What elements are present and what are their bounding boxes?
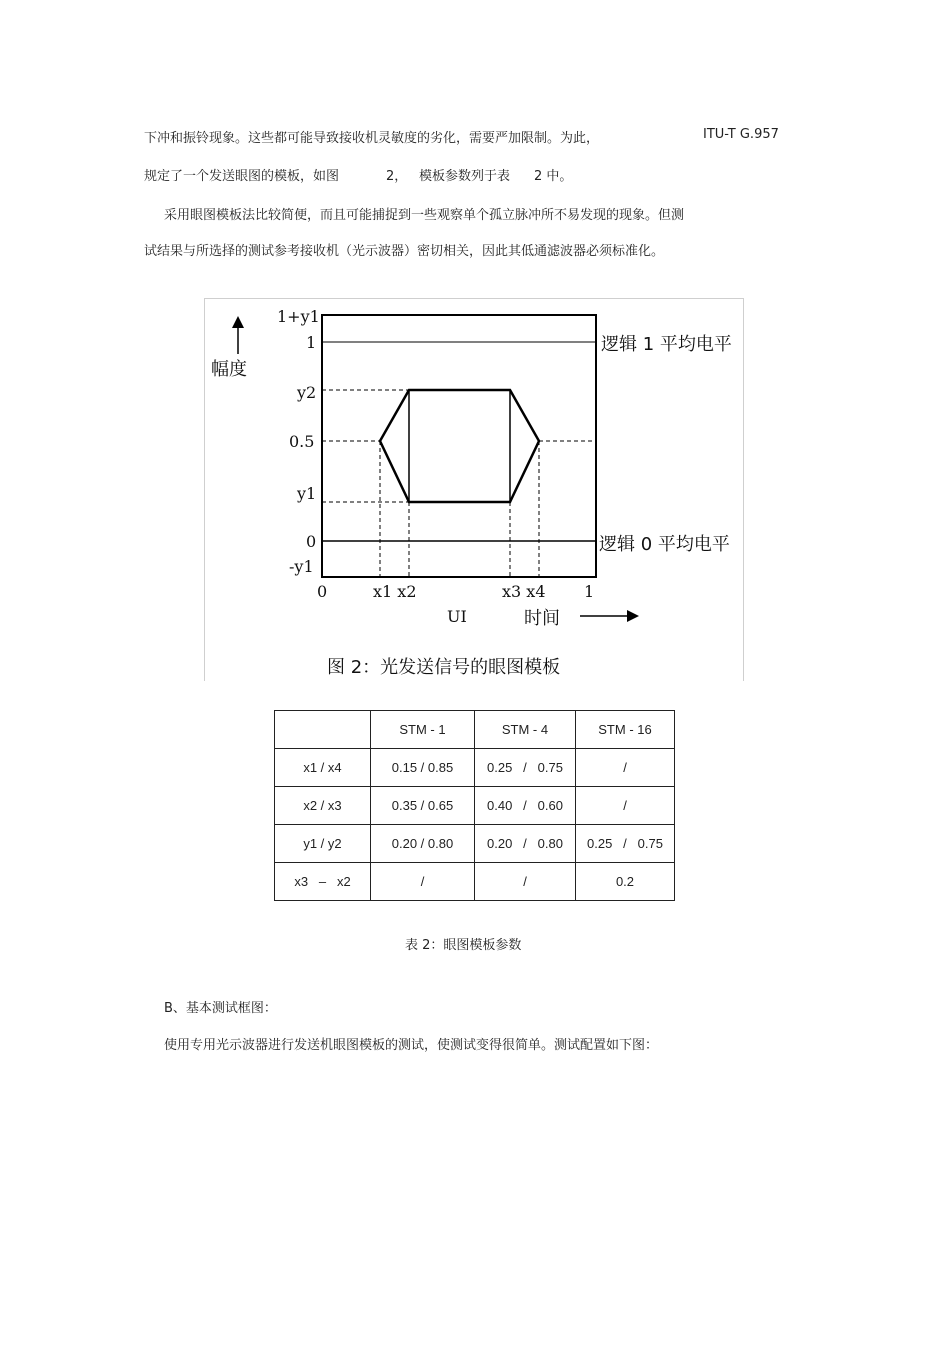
table-row	[275, 863, 675, 901]
table-header-cell: STM - 16	[576, 711, 675, 749]
table-cell: 0.20 / 0.80	[371, 825, 475, 863]
paragraph-1-line-2b: 2，	[386, 169, 408, 184]
table-row	[275, 749, 675, 787]
table-cell: /	[576, 749, 675, 787]
table-cell: x3 – x2	[275, 863, 371, 901]
table-cell: 0.35 / 0.65	[371, 787, 475, 825]
y-label-top: 1+y1	[277, 307, 320, 326]
x-axis-title: 时间	[524, 608, 560, 629]
paragraph-1-line-2a: 规定了一个发送眼图的模板，如图	[144, 169, 340, 184]
eye-diagram-svg	[205, 299, 743, 681]
logic-0-label: 逻辑 0 平均电平	[599, 534, 730, 555]
table-cell: 0.15 / 0.85	[371, 749, 475, 787]
mask-outer-box	[322, 315, 596, 577]
table-cell: x1 / x4	[275, 749, 371, 787]
table-cell: /	[475, 863, 576, 901]
x-label-one: 1	[584, 582, 595, 601]
section-b-text: 使用专用光示波器进行发送机眼图模板的测试，使测试变得很简单。测试配置如下图：	[164, 1038, 659, 1053]
y-label-one: 1	[306, 333, 317, 352]
table-cell: /	[371, 863, 475, 901]
x-unit-label: UI	[447, 607, 467, 626]
y-label-y1: y1	[297, 484, 317, 503]
table-cell: x2 / x3	[275, 787, 371, 825]
y-label-zero: 0	[306, 532, 317, 551]
logic-1-label: 逻辑 1 平均电平	[601, 334, 732, 355]
x-label-x3x4: x3 x4	[502, 582, 546, 601]
table-cell: 0.20 / 0.80	[475, 825, 576, 863]
section-b-heading: B、基本测试框图：	[164, 1001, 277, 1016]
paragraph-2-line-2: 试结果与所选择的测试参考接收机（光示波器）密切相关，因此其低通滤波器必须标准化。	[144, 244, 665, 259]
y-axis-title: 幅度	[211, 359, 247, 380]
table-cell: 0.40 / 0.60	[475, 787, 576, 825]
table-header-cell: STM - 1	[371, 711, 475, 749]
table-cell: y1 / y2	[275, 825, 371, 863]
y-label-neg: -y1	[289, 557, 314, 576]
eye-mask-hexagon	[380, 390, 539, 502]
table-cell: 0.25 / 0.75	[576, 825, 675, 863]
y-label-y2: y2	[297, 383, 317, 402]
table-cell: 0.2	[576, 863, 675, 901]
table-row	[275, 825, 675, 863]
paragraph-1-line-2c: 模板参数列于表	[419, 169, 511, 184]
mask-parameter-table	[274, 710, 675, 901]
x-label-x1x2: x1 x2	[373, 582, 417, 601]
paragraph-1-standard-ref: ITU-T G.957	[703, 127, 779, 142]
paragraph-1-line-2d: 2 中。	[534, 169, 573, 184]
paragraph-1-line-1: 下冲和振铃现象。这些都可能导致接收机灵敏度的劣化，需要严加限制。为此，	[144, 131, 600, 146]
y-label-half: 0.5	[289, 432, 315, 451]
x-axis-arrowhead	[627, 610, 639, 622]
table-caption: 表 2：眼图模板参数	[405, 938, 522, 953]
table-cell: /	[576, 787, 675, 825]
table-header-cell	[275, 711, 371, 749]
table-row	[275, 787, 675, 825]
table-header-cell: STM - 4	[475, 711, 576, 749]
dashed-guides	[322, 390, 596, 577]
y-axis-arrowhead	[232, 316, 244, 328]
table-cell: 0.25 / 0.75	[475, 749, 576, 787]
x-label-zero: 0	[317, 582, 328, 601]
eye-diagram-figure	[204, 298, 744, 681]
paragraph-2-line-1: 采用眼图模板法比较简便，而且可能捕捉到一些观察单个孤立脉冲所不易发现的现象。但测	[164, 208, 685, 223]
table-header-row	[275, 711, 675, 749]
figure-caption: 图 2：光发送信号的眼图模板	[327, 657, 561, 678]
